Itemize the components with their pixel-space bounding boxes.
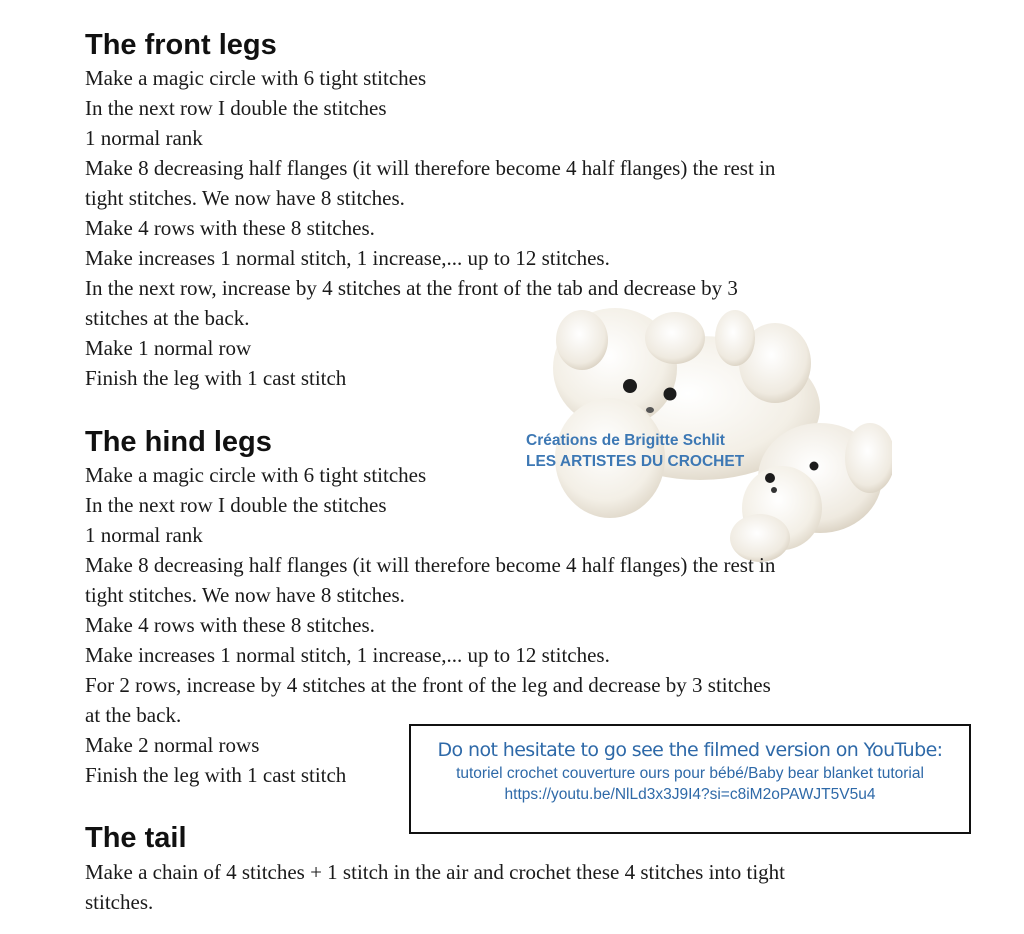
hind-legs-line: In the next row I double the stitches [85, 493, 387, 517]
photo-credit-line: Créations de Brigitte Schlit [526, 432, 725, 449]
front-legs-line: stitches at the back. [85, 306, 250, 330]
front-legs-line: tight stitches. We now have 8 stitches. [85, 186, 405, 210]
hind-legs-line: tight stitches. We now have 8 stitches. [85, 583, 405, 607]
tail-line: Make a chain of 4 stitches + 1 stitch in the air and crochet these 4 stitches into tight [85, 860, 785, 884]
front-legs-line: In the next row I double the stitches [85, 96, 387, 120]
photo-credit [526, 430, 744, 472]
photo-credit-line: LES ARTISTES DU CROCHET [526, 453, 745, 470]
front-legs-line: Finish the leg with 1 cast stitch [85, 366, 347, 390]
tail-heading: The tail [85, 822, 187, 854]
youtube-video-title: tutoriel crochet couverture ours pour bébé/Baby bear blanket tutorial [456, 765, 924, 782]
hind-legs-line: Make 2 normal rows [85, 733, 260, 757]
front-legs-line: In the next row, increase by 4 stitches at the front of the tab and decrease by 3 [85, 276, 738, 300]
hind-legs-line: Make 4 rows with these 8 stitches. [85, 613, 375, 637]
youtube-notice-title: Do not hesitate to go see the filmed version on YouTube: [437, 739, 943, 761]
front-legs-line: Make 4 rows with these 8 stitches. [85, 216, 375, 240]
hind-legs-line: Make a magic circle with 6 tight stitches [85, 463, 427, 487]
front-legs-heading: The front legs [85, 29, 277, 61]
front-legs-line: Make a magic circle with 6 tight stitches [85, 66, 427, 90]
hind-legs-line: at the back. [85, 703, 182, 727]
hind-legs-line: 1 normal rank [85, 523, 203, 547]
hind-legs-line: Make 8 decreasing half flanges (it will therefore become 4 half flanges) the rest in [85, 553, 776, 577]
front-legs-line: Make 1 normal row [85, 336, 252, 360]
front-legs-line: 1 normal rank [85, 126, 203, 150]
youtube-notice-box [409, 724, 971, 834]
hind-legs-line: Finish the leg with 1 cast stitch [85, 763, 347, 787]
front-legs-line: Make increases 1 normal stitch, 1 increase,... up to 12 stitches. [85, 246, 610, 270]
hind-legs-line: Make increases 1 normal stitch, 1 increase,... up to 12 stitches. [85, 643, 610, 667]
front-legs-line: Make 8 decreasing half flanges (it will therefore become 4 half flanges) the rest in [85, 156, 776, 180]
hind-legs-heading: The hind legs [85, 426, 272, 458]
youtube-link[interactable]: https://youtu.be/NlLd3x3J9I4?si=c8iM2oPAWJT5V5u4 [504, 786, 876, 803]
tail-line: stitches. [85, 890, 154, 914]
hind-legs-line: For 2 rows, increase by 4 stitches at the front of the leg and decrease by 3 stitches [85, 673, 771, 697]
